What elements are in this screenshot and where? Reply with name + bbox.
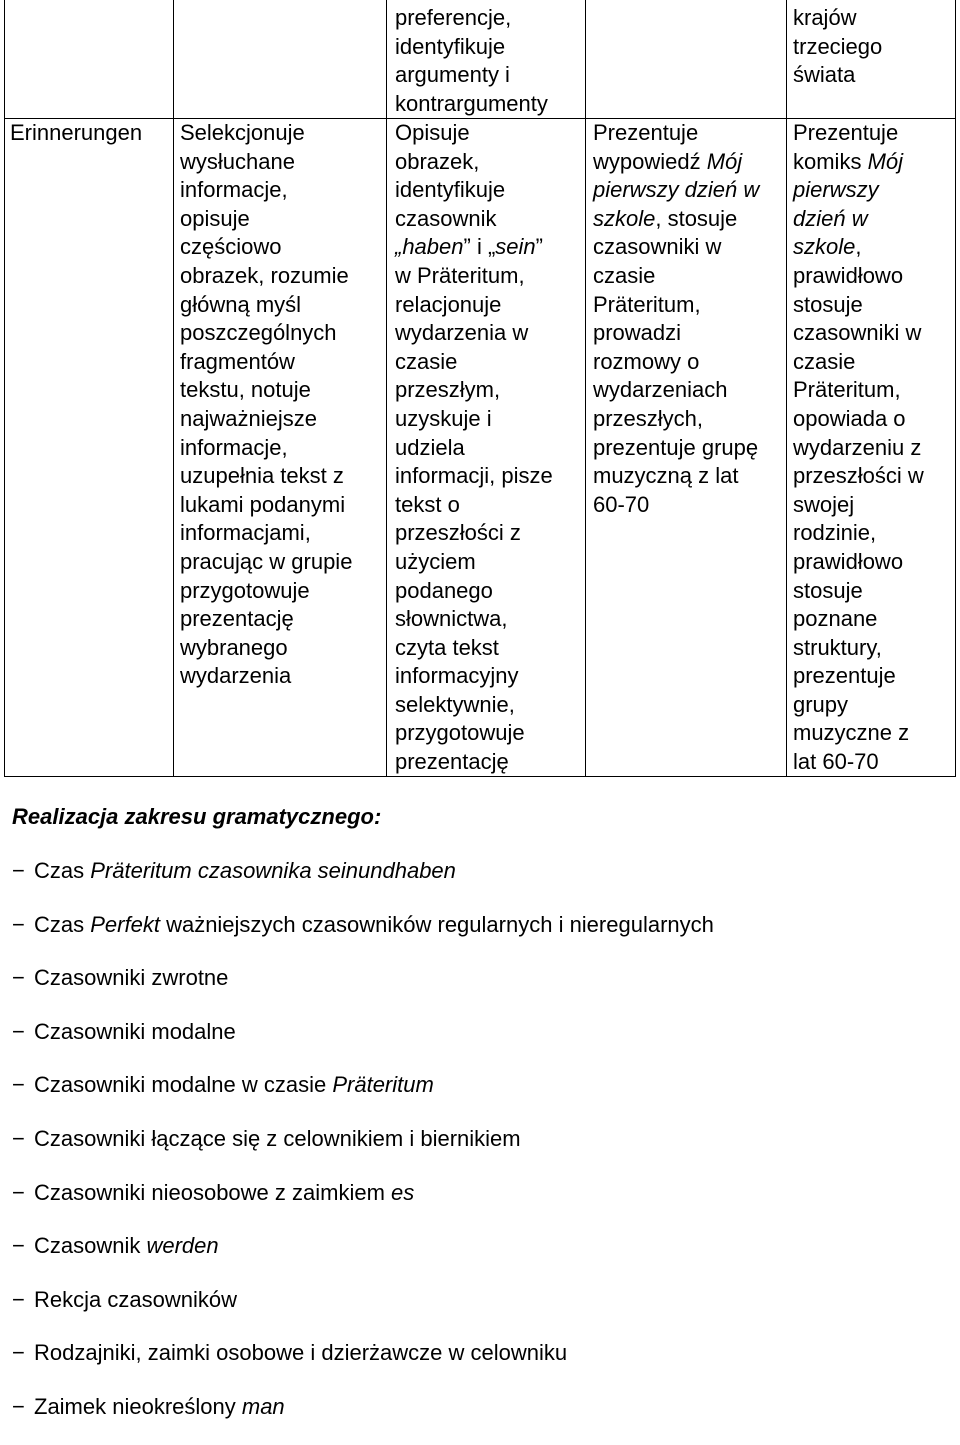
grammar-item-text: Czas xyxy=(34,858,91,883)
grammar-item-text: Czasowniki łączące się z celownikiem i biernikiem xyxy=(34,1125,521,1151)
good-level-cell: Prezentuje wypowiedź Mój pierwszy dzień w szkole, stosuje czasowniki w czasie Präteritum, prowadzi rozmowy o wydarzeniach przeszłych, prezentuje grupę muzyczną z lat 60-70 xyxy=(593,120,760,517)
grammar-item-text: Rekcja czasowników xyxy=(34,1286,237,1312)
dash-bullet: − xyxy=(12,1179,25,1205)
grammar-list-item xyxy=(12,1230,942,1284)
prev-row-cell-advanced: krajów trzeciego świata xyxy=(793,5,883,88)
grammar-section-title: Realizacja zakresu gramatycznego: xyxy=(12,804,382,829)
grammar-item-text: Czas xyxy=(34,911,91,937)
prev-row-cell-skills: preferencje, identyfikuje argumenty i kontrargumenty xyxy=(395,5,548,116)
grammar-item-text: Czasownik xyxy=(34,1233,147,1259)
grammar-list-item xyxy=(12,1069,942,1123)
topic-cell: Erinnerungen xyxy=(10,120,143,145)
dash-bullet: − xyxy=(12,1286,25,1312)
grammar-list-item xyxy=(12,855,942,909)
dash-bullet: − xyxy=(12,911,25,937)
table-border-left xyxy=(4,0,5,777)
grammar-item-text: Czasowniki modalne w czasie xyxy=(34,1072,333,1098)
dash-bullet: − xyxy=(12,1018,25,1044)
basic-level-cell: Selekcjonuje wysłuchane informacje, opisuje częściowo obrazek, rozumie główną myśl poszczególnych fragmentów tekstu, notuje najważniejsze informacje, uzupełnia tekst z lukami podanymi informacjami, pracując w grupie przygotowuje prezentację wybranego wydarzenia xyxy=(180,120,353,689)
dash-bullet: − xyxy=(12,965,25,991)
grammar-list-item xyxy=(12,1123,942,1177)
grammar-term-italic: man xyxy=(241,1393,285,1419)
grammar-item-text: Czasowniki modalne xyxy=(34,1018,236,1044)
grammar-item-text: Rodzajniki, zaimki osobowe i dzierżawcze w celowniku xyxy=(34,1340,568,1366)
intermediate-level-cell: Opisuje obrazek, identyfikuje czasownik „haben” i „sein” w Präteritum, relacjonuje wydarzenia w czasie przeszłym, uzyskuje i udziela informacji, pisze tekst o przeszłości z użyciem podanego słownictwa, czyta tekst informacyjny selektywnie, przygotowuje prezentację xyxy=(395,120,553,775)
table-border-right xyxy=(955,0,956,777)
dash-bullet: − xyxy=(12,1393,25,1419)
table-divider xyxy=(386,0,387,777)
grammar-item-text: ważniejszych czasowników regularnych i nieregularnych xyxy=(159,911,714,937)
grammar-list-item xyxy=(12,1337,942,1391)
grammar-list-item xyxy=(12,1284,942,1338)
table-divider xyxy=(786,0,787,777)
grammar-list-item xyxy=(12,1177,942,1231)
grammar-item-text: Zaimek nieokreślony xyxy=(34,1393,242,1419)
dash-bullet: − xyxy=(12,1340,25,1366)
grammar-term-italic: Präteritum czasownika seinundhaben xyxy=(90,858,456,883)
grammar-list xyxy=(12,855,942,1445)
grammar-list-item xyxy=(12,1391,942,1445)
grammar-list-item xyxy=(12,962,942,1016)
dash-bullet: − xyxy=(12,858,25,883)
grammar-term-italic: Perfekt xyxy=(90,911,160,937)
grammar-term-italic: Präteritum xyxy=(332,1072,434,1098)
grammar-list-item xyxy=(12,1016,942,1070)
dash-bullet: − xyxy=(12,1233,25,1259)
grammar-term-italic: werden xyxy=(146,1233,219,1259)
dash-bullet: − xyxy=(12,1072,25,1098)
grammar-list-item xyxy=(12,909,942,963)
table-divider xyxy=(173,0,174,777)
grammar-term-italic: es xyxy=(391,1179,415,1205)
table-divider xyxy=(585,0,586,777)
grammar-item-text: Czasowniki zwrotne xyxy=(34,965,229,991)
grammar-item-text: Czasowniki nieosobowe z zaimkiem xyxy=(34,1179,392,1205)
dash-bullet: − xyxy=(12,1125,25,1151)
advanced-level-cell: Prezentuje komiks Mój pierwszy dzień w szkole, prawidłowo stosuje czasowniki w czasie Präteritum, opowiada o wydarzeniu z przeszłości w swojej rodzinie, prawidłowo stosuje poznane struktury, prezentuje grupy muzyczne z lat 60-70 xyxy=(793,120,924,775)
